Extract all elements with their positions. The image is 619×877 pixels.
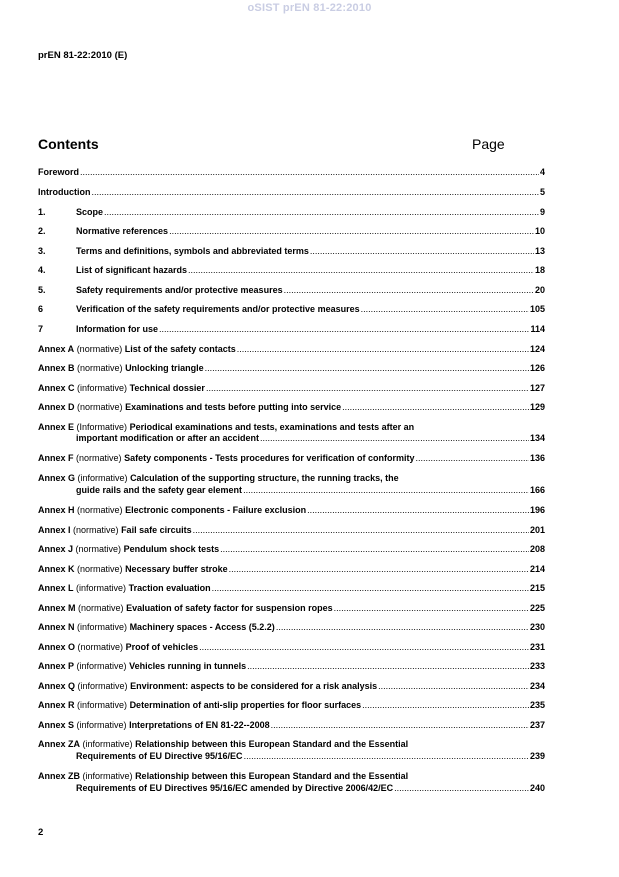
page-ref: 235 xyxy=(529,700,545,710)
dot-leader xyxy=(169,226,534,238)
annex-label: Annex D xyxy=(38,402,75,412)
toc-row xyxy=(38,642,545,654)
dot-leader xyxy=(361,304,529,316)
section-title: Safety requirements and/or protective measures xyxy=(76,284,283,295)
section-title: Verification of the safety requirements and/or protective measures xyxy=(76,304,360,314)
toc-annex-entry[interactable] xyxy=(38,564,545,576)
toc-row xyxy=(38,363,545,375)
page-ref: 214 xyxy=(529,563,545,574)
toc-entry[interactable] xyxy=(38,246,545,258)
annex-label: Annex G xyxy=(38,473,76,483)
page-ref: 126 xyxy=(529,363,545,373)
toc-annex-entry[interactable] xyxy=(38,739,545,762)
annex-title: Traction evaluation xyxy=(128,583,211,593)
annex-title: Unlocking triangle xyxy=(125,363,204,373)
dot-leader xyxy=(276,622,529,634)
dot-leader xyxy=(244,751,529,763)
toc-annex-entry[interactable] xyxy=(38,661,545,673)
toc-row xyxy=(38,187,545,199)
toc-entry[interactable] xyxy=(38,167,545,179)
annex-label: Annex R xyxy=(38,700,75,710)
annex-type: (normative) xyxy=(77,505,123,515)
toc-annex-entry[interactable] xyxy=(38,642,545,654)
dot-leader xyxy=(362,700,529,712)
toc-row-continued xyxy=(38,751,545,763)
toc-annex-entry[interactable] xyxy=(38,473,545,496)
toc-entry[interactable] xyxy=(38,265,545,277)
toc-row xyxy=(38,473,545,485)
toc-row xyxy=(38,564,545,576)
toc-annex-entry[interactable] xyxy=(38,453,545,465)
page-ref: 230 xyxy=(529,622,545,632)
annex-title: Environment: aspects to be considered for a risk analysis xyxy=(130,680,378,691)
page-ref: 10 xyxy=(534,226,545,236)
annex-label: Annex Q xyxy=(38,680,76,691)
page-ref: 5 xyxy=(539,187,545,197)
page-ref: 233 xyxy=(529,661,545,671)
dot-leader xyxy=(260,433,529,445)
section-number: 5. xyxy=(38,284,46,295)
section-title: Scope xyxy=(76,206,104,217)
annex-title-continued: Requirements of EU Directive 95/16/EC xyxy=(76,750,243,761)
annex-label: Annex M xyxy=(38,602,76,613)
toc-annex-entry[interactable] xyxy=(38,363,545,375)
toc-row xyxy=(38,167,545,179)
annex-title: Calculation of the supporting structure, the running tracks, the xyxy=(130,473,399,483)
annex-type: (normative) xyxy=(77,363,123,373)
page-ref: 114 xyxy=(530,323,545,334)
toc-row xyxy=(38,505,545,517)
annex-label: Annex F xyxy=(38,453,74,463)
annex-type: (informative) xyxy=(76,583,127,593)
toc-annex-entry[interactable] xyxy=(38,622,545,634)
toc-row xyxy=(38,324,545,336)
annex-title: Relationship between this European Standard and the Essential xyxy=(135,771,409,781)
toc-row xyxy=(38,207,545,219)
page-ref: 166 xyxy=(529,484,545,495)
annex-title-continued: important modification or after an accident xyxy=(76,433,260,443)
toc-row xyxy=(38,304,545,316)
annex-label: Annex A xyxy=(38,343,75,354)
annex-type: (normative) xyxy=(76,343,123,354)
dot-leader xyxy=(212,583,529,595)
annex-title: Fail safe circuits xyxy=(121,524,192,535)
annex-label: Annex S xyxy=(38,719,75,730)
toc-annex-entry[interactable] xyxy=(38,402,545,414)
dot-leader xyxy=(394,783,529,795)
toc-row-continued xyxy=(38,433,545,445)
annex-label: Annex P xyxy=(38,661,75,671)
section-title: Information for use xyxy=(76,323,159,334)
section-number: 4. xyxy=(38,265,46,275)
dot-leader xyxy=(247,661,529,673)
dot-leader xyxy=(237,344,529,356)
annex-title: Safety components - Tests procedures for verification of conformity xyxy=(124,453,415,463)
annex-label: Annex ZB xyxy=(38,771,81,781)
toc-annex-entry[interactable] xyxy=(38,422,545,445)
dot-leader xyxy=(104,207,539,219)
toc-annex-entry[interactable] xyxy=(38,700,545,712)
toc-row xyxy=(38,402,545,414)
annex-label: Annex I xyxy=(38,524,71,535)
watermark: oSIST prEN 81-22:2010 xyxy=(247,2,372,14)
annex-type: (informative) xyxy=(76,719,127,730)
page-ref: 234 xyxy=(529,680,545,691)
annex-type: (normative) xyxy=(77,641,124,652)
page-ref: 105 xyxy=(529,304,545,314)
annex-type: (informative) xyxy=(82,739,133,749)
toc-row xyxy=(38,583,545,595)
annex-type: (informative) xyxy=(77,700,128,710)
toc-entry[interactable] xyxy=(38,304,545,316)
dot-leader xyxy=(342,402,529,414)
annex-label: Annex ZA xyxy=(38,739,81,749)
dot-leader xyxy=(80,167,539,179)
annex-type: (informative) xyxy=(77,382,128,393)
toc-row xyxy=(38,739,545,751)
annex-title: Examinations and tests before putting into service xyxy=(125,402,342,412)
section-number: 6 xyxy=(38,304,44,314)
toc-row xyxy=(38,383,545,395)
toc-annex-entry[interactable] xyxy=(38,344,545,356)
annex-type: (normative) xyxy=(77,402,123,412)
annex-title: Pendulum shock tests xyxy=(123,544,220,554)
annex-label: Annex J xyxy=(38,544,74,554)
annex-title: Proof of vehicles xyxy=(125,641,199,652)
dot-leader xyxy=(229,564,529,576)
toc-row xyxy=(38,525,545,537)
annex-title: Electronic components - Failure exclusion xyxy=(125,505,307,515)
dot-leader xyxy=(199,642,529,654)
dot-leader xyxy=(193,525,529,537)
toc-row xyxy=(38,603,545,615)
annex-title: Evaluation of safety factor for suspension ropes xyxy=(126,602,333,613)
annex-title: Vehicles running in tunnels xyxy=(129,661,247,671)
toc-annex-entry[interactable] xyxy=(38,383,545,395)
annex-label: Annex C xyxy=(38,382,75,393)
toc-row xyxy=(38,246,545,258)
toc-row xyxy=(38,226,545,238)
page-ref: 129 xyxy=(529,402,545,412)
toc-entry[interactable] xyxy=(38,285,545,297)
page-ref: 215 xyxy=(529,583,545,593)
contents-heading: Contents xyxy=(38,136,99,152)
annex-label: Annex N xyxy=(38,622,75,632)
page-ref: 237 xyxy=(529,719,545,730)
dot-leader xyxy=(92,187,539,199)
toc-annex-entry[interactable] xyxy=(38,505,545,517)
annex-label: Annex K xyxy=(38,563,75,574)
toc-row xyxy=(38,344,545,356)
toc-annex-entry[interactable] xyxy=(38,681,545,693)
toc-row xyxy=(38,661,545,673)
toc-entry[interactable] xyxy=(38,226,545,238)
toc-annex-entry[interactable] xyxy=(38,525,545,537)
page-ref: 9 xyxy=(539,206,545,217)
annex-label: Annex H xyxy=(38,505,75,515)
dot-leader xyxy=(415,453,529,465)
section-title: Terms and definitions, symbols and abbreviated terms xyxy=(76,245,309,256)
annex-type: (informative) xyxy=(76,661,127,671)
annex-title: Technical dossier xyxy=(129,382,205,393)
page-column-label: Page xyxy=(472,136,505,152)
annex-type: (normative) xyxy=(76,453,122,463)
toc-row-continued xyxy=(38,783,545,795)
document-id: prEN 81-22:2010 (E) xyxy=(38,50,128,61)
annex-label: Annex B xyxy=(38,363,75,373)
page-ref: 196 xyxy=(529,505,545,515)
toc-annex-entry[interactable] xyxy=(38,720,545,732)
section-number: 2. xyxy=(38,226,46,236)
page-number: 2 xyxy=(38,827,44,838)
dot-leader xyxy=(243,485,529,497)
toc-row xyxy=(38,720,545,732)
annex-type: (normative) xyxy=(78,602,124,613)
page-ref: 231 xyxy=(529,641,545,652)
toc-row xyxy=(38,285,545,297)
page-ref: 134 xyxy=(529,433,545,443)
annex-title: Necessary buffer stroke xyxy=(125,563,228,574)
toc-row xyxy=(38,771,545,783)
annex-type: (Informative) xyxy=(76,421,128,432)
dot-leader xyxy=(159,324,529,336)
toc-row xyxy=(38,453,545,465)
page-ref: 4 xyxy=(539,167,545,177)
toc-annex-entry[interactable] xyxy=(38,544,545,556)
dot-leader xyxy=(378,681,529,693)
page-ref: 208 xyxy=(529,544,545,554)
toc-row xyxy=(38,265,545,277)
annex-label: Annex E xyxy=(38,421,75,432)
toc-entry[interactable] xyxy=(38,324,545,336)
page-ref: 18 xyxy=(534,265,545,275)
page-ref: 225 xyxy=(529,602,545,613)
dot-leader xyxy=(206,383,529,395)
annex-type: (informative) xyxy=(77,622,128,632)
annex-title: Periodical examinations and tests, examinations and tests after an xyxy=(129,421,415,432)
annex-title: Determination of anti-slip properties for floor surfaces xyxy=(129,700,362,710)
toc-annex-entry[interactable] xyxy=(38,771,545,794)
dot-leader xyxy=(271,720,529,732)
section-title: Foreword xyxy=(38,167,80,177)
toc-annex-entry[interactable] xyxy=(38,583,545,595)
annex-type: (informative) xyxy=(77,680,128,691)
annex-title: Machinery spaces - Access (5.2.2) xyxy=(129,622,275,632)
annex-label: Annex O xyxy=(38,641,76,652)
annex-title: Interpretations of EN 81-22--2008 xyxy=(129,719,270,730)
page-ref: 240 xyxy=(529,782,545,793)
section-title: Introduction xyxy=(38,187,91,197)
section-title: Normative references xyxy=(76,226,169,236)
dot-leader xyxy=(334,603,529,615)
section-number: 7 xyxy=(38,323,44,334)
toc-row xyxy=(38,544,545,556)
annex-label: Annex L xyxy=(38,583,74,593)
dot-leader xyxy=(284,285,534,297)
annex-title-continued: guide rails and the safety gear element xyxy=(76,484,243,495)
annex-type: (normative) xyxy=(75,544,122,554)
page-ref: 136 xyxy=(529,453,545,463)
page-ref: 127 xyxy=(529,382,545,393)
toc-row xyxy=(38,700,545,712)
page-ref: 239 xyxy=(529,750,545,761)
dot-leader xyxy=(205,363,529,375)
section-title: List of significant hazards xyxy=(76,265,188,275)
section-number: 1. xyxy=(38,206,46,217)
dot-leader xyxy=(310,246,534,258)
toc-annex-entry[interactable] xyxy=(38,603,545,615)
toc-entry[interactable] xyxy=(38,187,545,199)
annex-title: Relationship between this European Standard and the Essential xyxy=(135,739,409,749)
page-ref: 13 xyxy=(534,245,545,256)
dot-leader xyxy=(188,265,534,277)
dot-leader xyxy=(220,544,529,556)
page-ref: 201 xyxy=(529,524,545,535)
toc-row xyxy=(38,622,545,634)
toc-entry[interactable] xyxy=(38,207,545,219)
toc-row xyxy=(38,422,545,434)
toc-row-continued xyxy=(38,485,545,497)
annex-type: (normative) xyxy=(77,563,123,574)
annex-type: (normative) xyxy=(73,524,119,535)
section-number: 3. xyxy=(38,245,46,256)
toc-row xyxy=(38,681,545,693)
annex-type: (informative) xyxy=(82,771,133,781)
annex-title-continued: Requirements of EU Directives 95/16/EC amended by Directive 2006/42/EC xyxy=(76,782,394,793)
dot-leader xyxy=(307,505,529,517)
annex-title: List of the safety contacts xyxy=(124,343,236,354)
annex-type: (informative) xyxy=(77,473,128,483)
page-ref: 124 xyxy=(529,343,545,354)
page-ref: 20 xyxy=(534,284,545,295)
